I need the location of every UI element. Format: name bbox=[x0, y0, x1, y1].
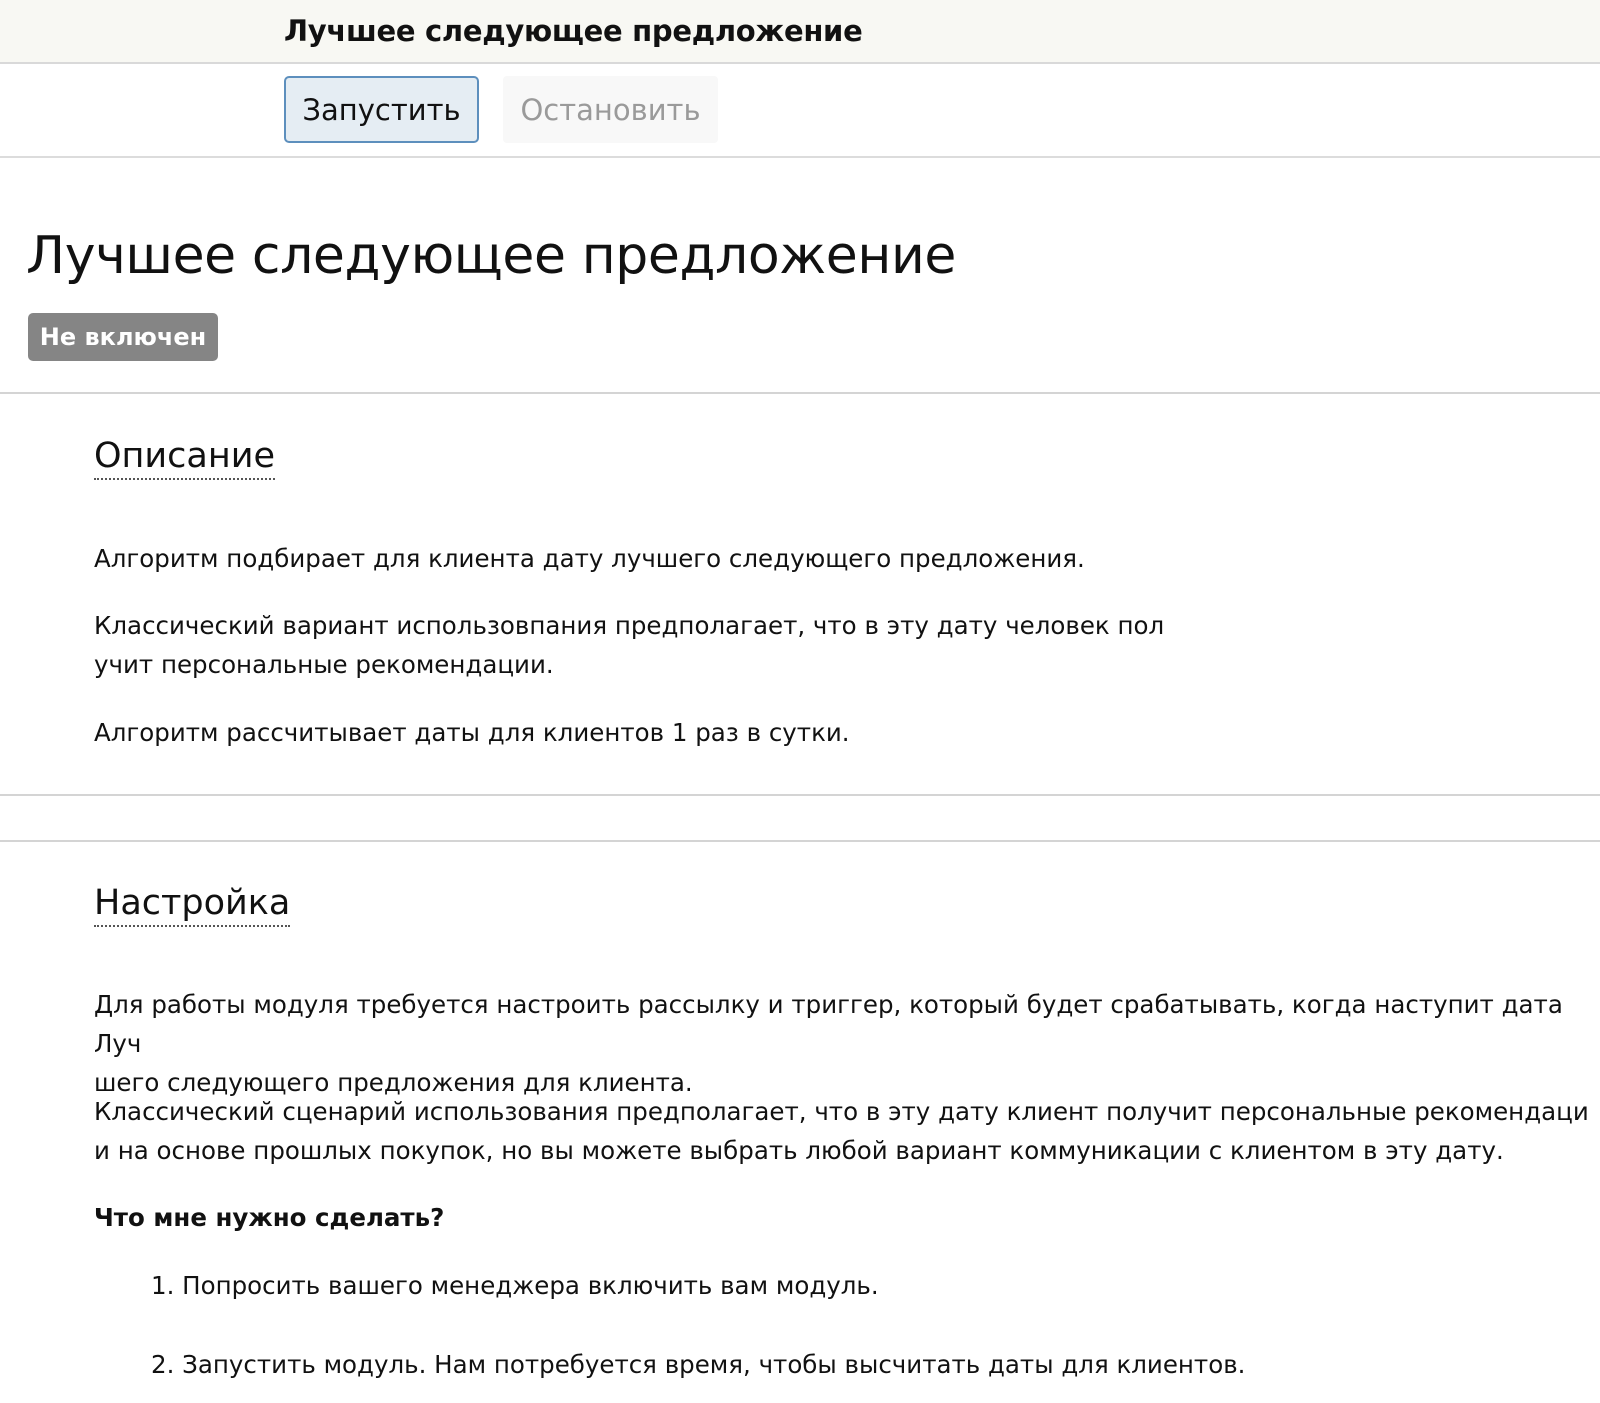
setup-heading[interactable]: Настройка bbox=[94, 881, 290, 927]
start-button[interactable]: Запустить bbox=[284, 76, 479, 143]
app-title: Лучшее следующее предложение bbox=[284, 14, 863, 48]
step-item-2: 2. Запустить модуль. Нам потребуется время, чтобы высчитать даты для клиентов. bbox=[151, 1350, 1246, 1379]
description-heading[interactable]: Описание bbox=[94, 434, 275, 480]
page-title: Лучшее следующее предложение bbox=[26, 226, 956, 286]
setup-p2-line2: и на основе прошлых покупок, но вы можете выбрать любой вариант коммуникации с клиентом в эту дату. bbox=[94, 1136, 1504, 1165]
setup-p1-line1: Для работы модуля требуется настроить рассылку и триггер, который будет срабатывать, когда наступит дата Луч bbox=[94, 990, 1563, 1058]
action-toolbar bbox=[0, 64, 1600, 158]
setup-p1-line2: шего следующего предложения для клиента. bbox=[94, 1068, 693, 1097]
description-paragraph-3 bbox=[94, 713, 850, 752]
description-p3-text: Алгоритм рассчитывает даты для клиентов 1 раз в сутки. bbox=[94, 718, 850, 747]
step-item-1: 1. Попросить вашего менеджера включить вам модуль. bbox=[151, 1271, 879, 1300]
stop-button: Остановить bbox=[503, 76, 718, 143]
description-paragraph-2 bbox=[94, 606, 1164, 684]
top-title-bar bbox=[0, 0, 1600, 64]
description-paragraph-1 bbox=[94, 539, 1085, 578]
description-divider bbox=[0, 794, 1600, 796]
setup-paragraph-2 bbox=[94, 1092, 1589, 1170]
setup-paragraph-1 bbox=[94, 985, 1600, 1102]
setup-question: Что мне нужно сделать? bbox=[94, 1203, 445, 1232]
setup-divider bbox=[0, 840, 1600, 842]
header-divider bbox=[0, 392, 1600, 394]
description-p2-line1: Классический вариант использовпания предполагает, что в эту дату человек пол bbox=[94, 611, 1165, 640]
description-p2-line2: учит персональные рекомендации. bbox=[94, 650, 554, 679]
status-badge: Не включен bbox=[28, 313, 218, 361]
description-p1-text: Алгоритм подбирает для клиента дату лучшего следующего предложения. bbox=[94, 544, 1085, 573]
setup-p2-line1: Классический сценарий использования предполагает, что в эту дату клиент получит персональные рекомендаци bbox=[94, 1097, 1589, 1126]
